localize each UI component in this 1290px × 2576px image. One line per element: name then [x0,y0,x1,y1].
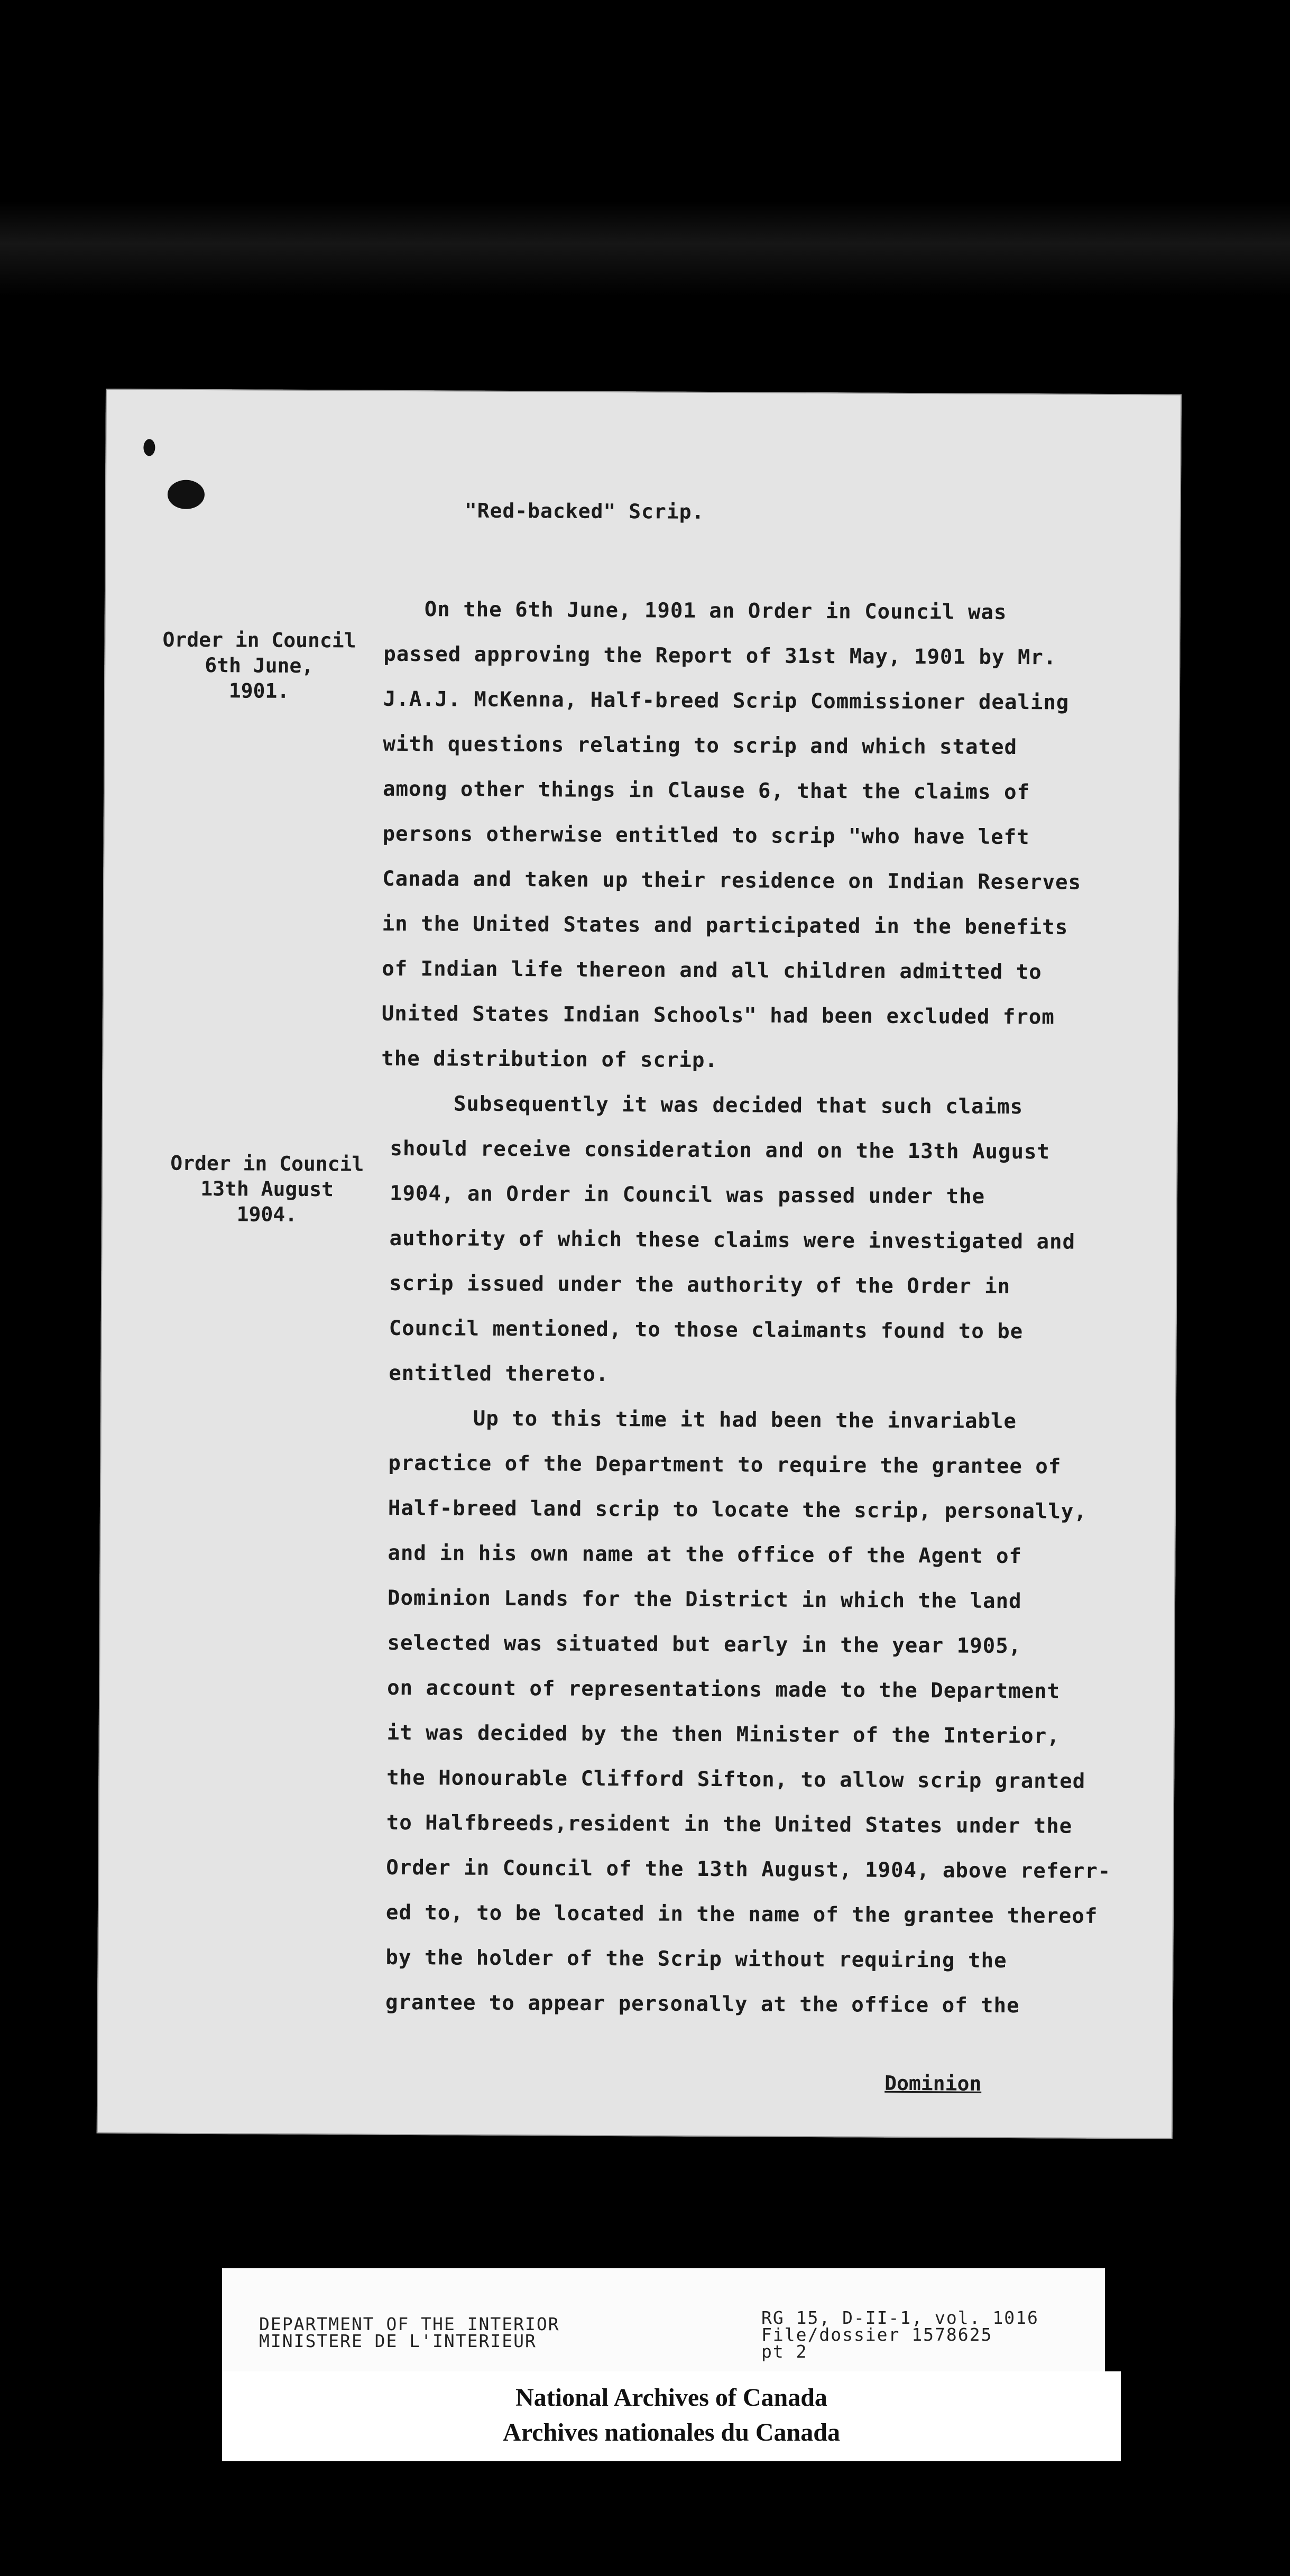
body-line: to Halfbreeds,resident in the United States under the [386,1810,1073,1838]
body-line: it was decided by the then Minister of the Interior, [386,1721,1060,1749]
body-line: Subsequently it was decided that such claims [453,1092,1024,1119]
margin-note-order-1901: Order in Council 6th June, 1901. [162,628,356,703]
body-line: persons otherwise entitled to scrip "who have left [382,822,1030,850]
department-names [259,2316,560,2350]
archive-reference-card [222,2268,1105,2371]
body-line: and in his own name at the office of the Agent of [388,1541,1022,1569]
punch-hole-large [168,480,205,509]
body-line: the Honourable Clifford Sifton, to allow scrip granted [386,1765,1086,1793]
body-line: On the 6th June, 1901 an Order in Council was [424,597,1007,624]
reference-number: RG 15, D-II-1, vol. 1016 [761,2307,1039,2328]
body-line: of Indian life thereon and all children admitted to [382,956,1042,985]
body-line: grantee to appear personally at the office of the [385,1990,1020,2018]
body-line: passed approving the Report of 31st May, 1901 by Mr. [383,642,1057,670]
national-archives-label [222,2371,1121,2461]
catchword: Dominion [884,2071,982,2095]
body-line: the distribution of scrip. [381,1046,718,1073]
body-line: scrip issued under the authority of the Order in [389,1271,1011,1299]
body-line: should receive consideration and on the 13th August [390,1136,1051,1164]
body-line: J.A.J. McKenna, Half-breed Scrip Commissioner dealing [383,687,1070,715]
body-line: Dominion Lands for the District in which the land [387,1586,1022,1614]
body-line: by the holder of the Scrip without requiring the [385,1945,1007,1973]
body-line: ed to, to be located in the name of the grantee thereof [385,1900,1098,1928]
document-page [97,389,1182,2139]
body-line: among other things in Clause 6, that the claims of [382,777,1030,805]
punch-hole-small [143,439,155,456]
body-line: with questions relating to scrip and which stated [383,732,1018,760]
body-line: on account of representations made to the Department [387,1676,1061,1704]
body-line: selected was situated but early in the year 1905, [387,1631,1022,1659]
body-line: Up to this time it had been the invariable [473,1406,1017,1434]
margin-note-order-1904: Order in Council 13th August 1904. [170,1151,364,1226]
body-line: practice of the Department to require the grantee of [388,1451,1062,1479]
part-number: pt 2 [761,2341,808,2362]
body-line: authority of which these claims were investigated and [389,1226,1076,1254]
body-line: in the United States and participated in the benefits [382,912,1068,940]
body-line: entitled thereto. [389,1361,609,1387]
body-line: Council mentioned, to those claimants found to be [389,1316,1024,1344]
archives-name-fr: Archives nationales du Canada [503,2418,840,2446]
archives-name-en: National Archives of Canada [515,2384,827,2412]
archive-reference [761,2307,1039,2362]
department-en: DEPARTMENT OF THE INTERIOR [259,2314,560,2334]
document-title: "Red-backed" Scrip. [464,499,705,523]
body-line: United States Indian Schools" had been excluded from [381,1001,1055,1029]
body-line: Half-breed land scrip to locate the scrip, personally, [388,1496,1087,1524]
body-line: Order in Council of the 13th August, 1904, above referr- [386,1855,1111,1883]
body-line: 1904, an Order in Council was passed under the [389,1181,985,1209]
department-fr: MINISTERE DE L'INTERIEUR [259,2331,537,2351]
body-line: Canada and taken up their residence on Indian Reserves [382,867,1082,895]
scan-noise-band [0,201,1290,296]
file-number: File/dossier 1578625 [761,2324,993,2345]
